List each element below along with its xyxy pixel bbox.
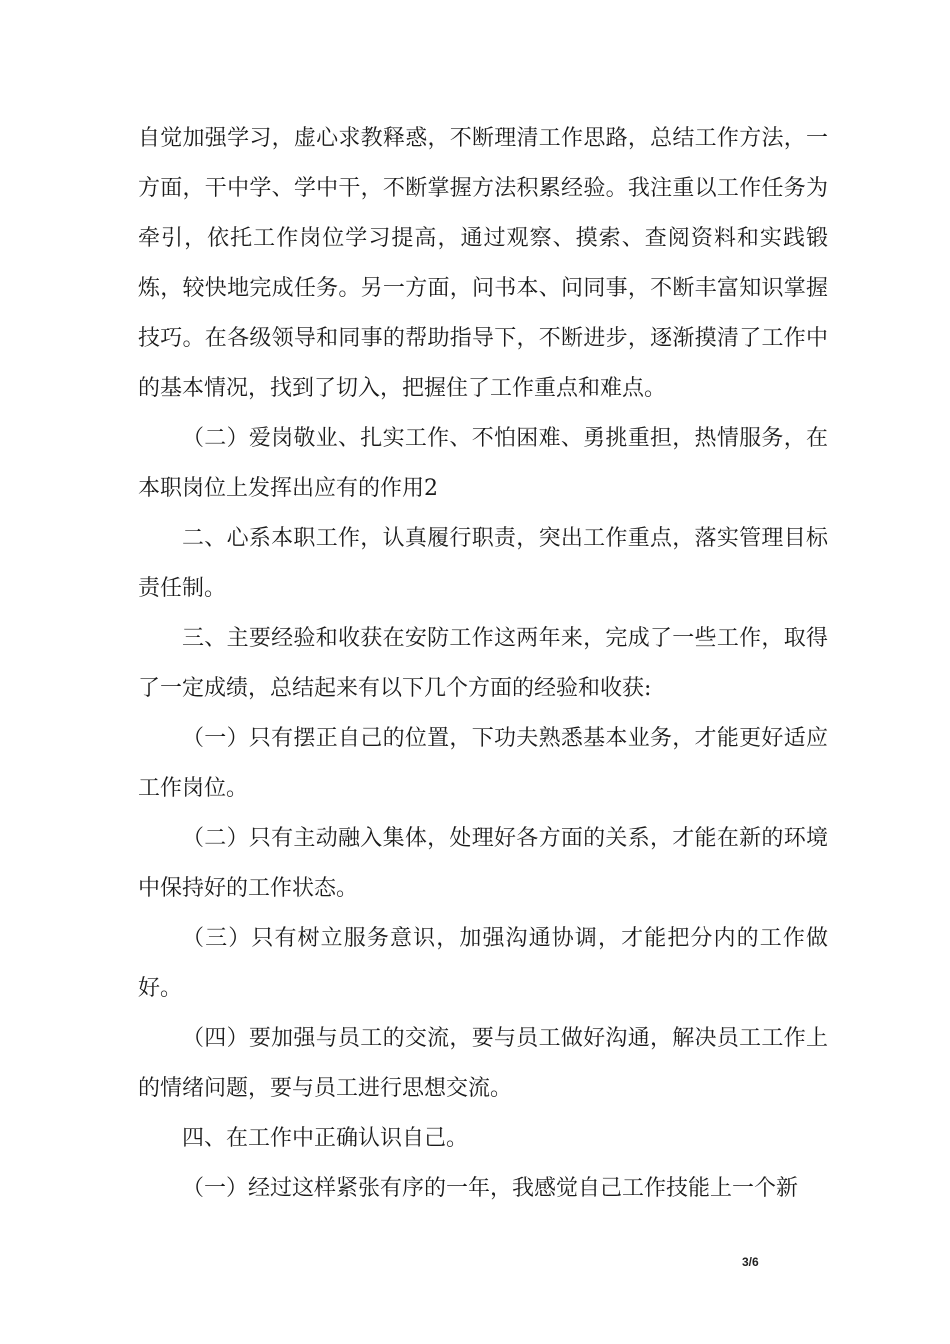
paragraph-10: （一）经过这样紧张有序的一年，我感觉自己工作技能上一个新 [182,1176,799,1201]
paragraph-4: 三、主要经验和收获在安防工作这两年来，完成了一些工作，取得了一定成绩，总结起来有以下几个方面的经验和收获: [138,626,828,701]
paragraph-9: 四、在工作中正确认识自己。 [182,1126,469,1151]
page-number: 3/6 [742,1255,759,1269]
paragraph-3: 二、心系本职工作，认真履行职责，突出工作重点，落实管理目标责任制。 [138,526,828,601]
paragraph-7: （三）只有树立服务意识，加强沟通协调，才能把分内的工作做好。 [138,926,828,1001]
document-body [138,114,828,1214]
paragraph-6: （二）只有主动融入集体，处理好各方面的关系，才能在新的环境中保持好的工作状态。 [138,826,828,901]
paragraph-1: 自觉加强学习，虚心求教释惑，不断理清工作思路，总结工作方法，一方面，干中学、学中干，不断掌握方法积累经验。我注重以工作任务为牵引，依托工作岗位学习提高，通过观察、摸索、查阅资料和实践锻炼，较快地完成任务。另一方面，问书本、问同事，不断丰富知识掌握技巧。在各级领导和同事的帮助指导下，不断进步，逐渐摸清了工作中的基本情况，找到了切入，把握住了工作重点和难点。 [138,126,828,401]
paragraph-2: （二）爱岗敬业、扎实工作、不怕困难、勇挑重担，热情服务，在本职岗位上发挥出应有的作用2 [138,426,828,501]
paragraph-8: （四）要加强与员工的交流，要与员工做好沟通，解决员工工作上的情绪问题，要与员工进行思想交流。 [138,1026,828,1101]
paragraph-5: （一）只有摆正自己的位置，下功夫熟悉基本业务，才能更好适应工作岗位。 [138,726,828,801]
